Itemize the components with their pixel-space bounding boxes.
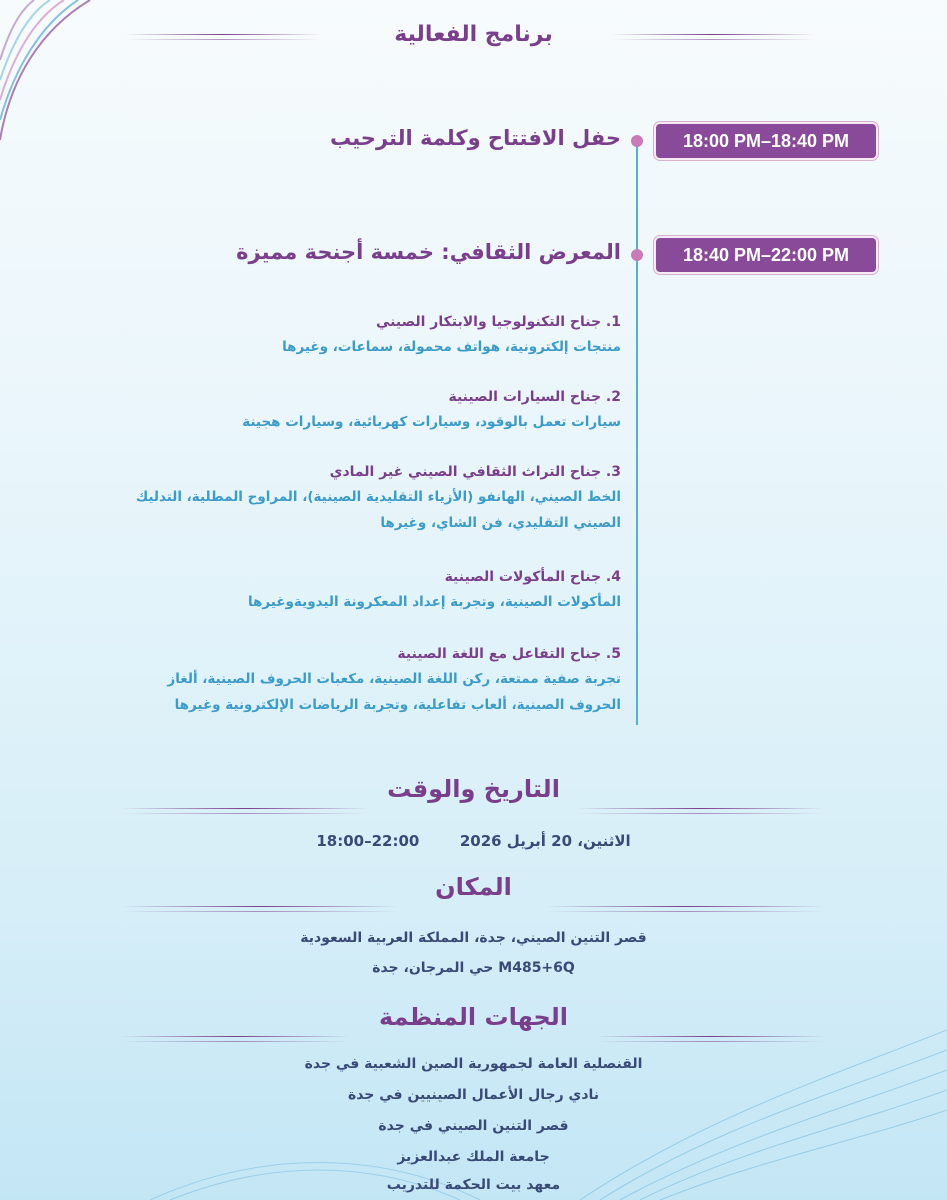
datetime-heading: التاريخ والوقت bbox=[387, 775, 560, 803]
timeline-line bbox=[636, 140, 638, 725]
pavilion-item bbox=[121, 310, 621, 360]
pavilion-item bbox=[121, 565, 621, 615]
event-time: 22:00–18:00 bbox=[316, 832, 420, 850]
pavilion-title: 3. جناح التراث الثقافي الصيني غير المادي bbox=[329, 464, 621, 480]
pavilion-description: الخط الصيني، الهانفو (الأزياء التقليدية الصينية)، المراوح المطلية، التدليك bbox=[135, 489, 621, 505]
heading-ornament-left bbox=[120, 906, 400, 912]
pavilion-description: الصيني التقليدي، فن الشاي، وغيرها bbox=[380, 515, 621, 531]
pavilion-description: الحروف الصينية، ألعاب تفاعلية، وتجربة الرياضات الإلكترونية وغيرها bbox=[174, 697, 621, 713]
pavilion-description: المأكولات الصينية، وتجربة إعداد المعكرونة اليدويةوغيرها bbox=[247, 594, 621, 610]
organizer-item: القنصلية العامة لجمهورية الصين الشعبية في جدة bbox=[304, 1056, 643, 1072]
timeline-dot bbox=[631, 135, 643, 147]
timeline-dot bbox=[631, 249, 643, 261]
pavilion-title: 5. جناح التفاعل مع اللغة الصينية bbox=[397, 646, 621, 662]
event-date: الاثنين، 20 أبريل 2026 bbox=[459, 832, 631, 850]
organizer-item: معهد بيت الحكمة للتدريب bbox=[386, 1177, 561, 1193]
pavilion-title: 1. جناح التكنولوجيا والابتكار الصيني bbox=[375, 314, 621, 330]
pavilion-description: سيارات تعمل بالوقود، وسيارات كهربائية، وسيارات هجينة bbox=[242, 414, 621, 430]
organizers-heading: الجهات المنظمة bbox=[378, 1003, 568, 1031]
pavilion-title: 2. جناح السيارات الصينية bbox=[448, 389, 621, 405]
program-heading: برنامج الفعالية bbox=[394, 22, 553, 47]
pavilion-item bbox=[121, 385, 621, 435]
event-title: المعرض الثقافي: خمسة أجنحة مميزة bbox=[236, 240, 621, 264]
event-title: حفل الافتتاح وكلمة الترحيب bbox=[330, 126, 621, 150]
heading-ornament-right bbox=[595, 1036, 825, 1042]
pavilion-description: تجربة صفية ممتعة، ركن اللغة الصينية، مكعبات الحروف الصينية، ألغاز bbox=[167, 671, 621, 687]
organizer-item: جامعة الملك عبدالعزيز bbox=[397, 1149, 550, 1165]
heading-ornament-right bbox=[575, 808, 825, 814]
pavilion-description: منتجات إلكترونية، هواتف محمولة، سماعات، وغيرها bbox=[282, 339, 621, 355]
venue-heading: المكان bbox=[435, 873, 512, 901]
venue-line: قصر التنين الصيني، جدة، المملكة العربية السعودية bbox=[300, 930, 647, 946]
time-badge: 18:40 PM–22:00 PM bbox=[656, 238, 876, 272]
pavilion-item bbox=[121, 460, 621, 536]
time-badge: 18:00 PM–18:40 PM bbox=[656, 124, 876, 158]
organizer-item: قصر التنين الصيني في جدة bbox=[378, 1118, 569, 1134]
heading-ornament-left bbox=[120, 1036, 350, 1042]
heading-ornament-left bbox=[120, 808, 370, 814]
event-date-time bbox=[0, 832, 947, 850]
pavilion-title: 4. جناح المأكولات الصينية bbox=[444, 569, 621, 585]
pavilion-item bbox=[121, 642, 621, 718]
heading-ornament-right bbox=[545, 906, 825, 912]
organizer-item: نادي رجال الأعمال الصينيين في جدة bbox=[347, 1087, 600, 1103]
venue-line: M485+6Q حي المرجان، جدة bbox=[372, 960, 575, 976]
